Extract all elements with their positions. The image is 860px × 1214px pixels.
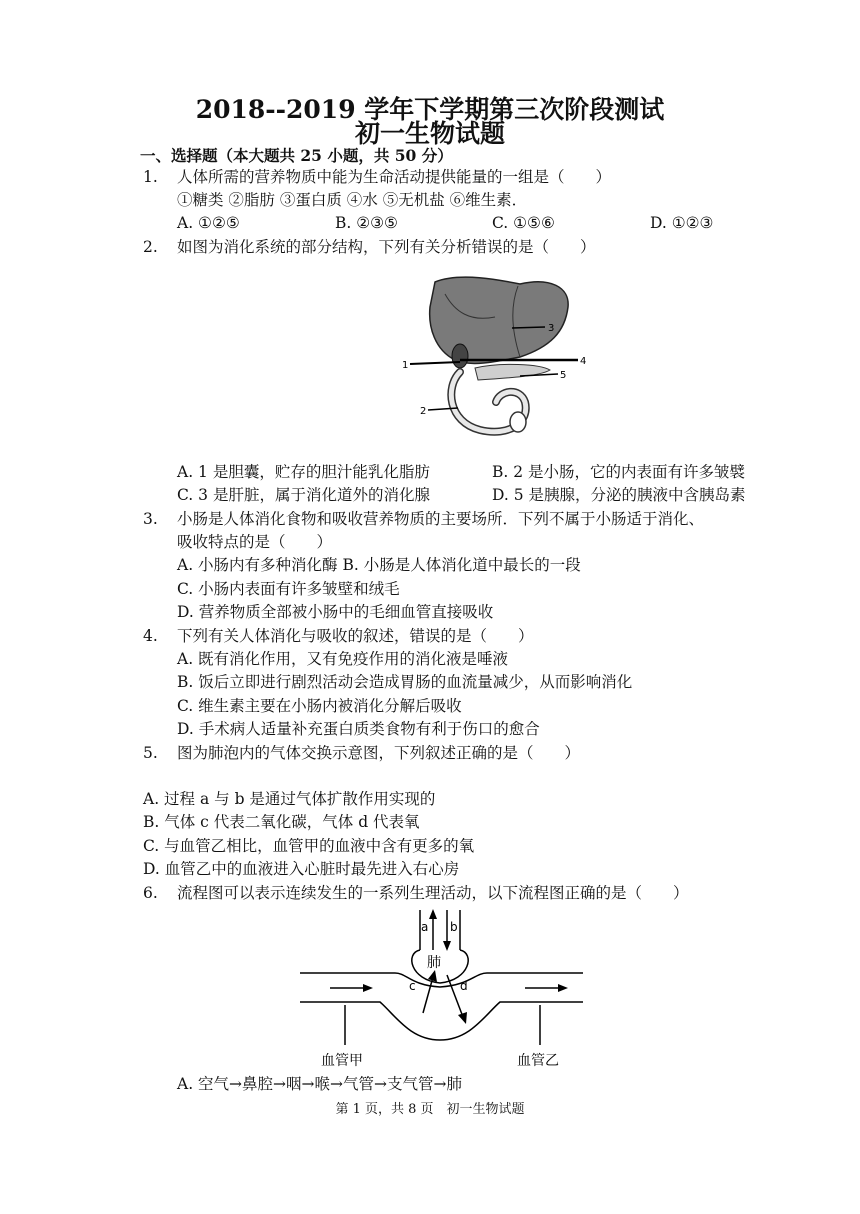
label-d: d xyxy=(460,979,468,993)
option-c: C. 维生素主要在小肠内被消化分解后吸收 xyxy=(177,697,462,715)
label-3: 3 xyxy=(548,323,555,334)
option-c: C. 3 是肝脏，属于消化道外的消化腺 xyxy=(177,486,430,504)
page-subtitle: 初一生物试题 xyxy=(354,119,505,148)
option-a: A. 过程 a 与 b 是通过气体扩散作用实现的 xyxy=(143,790,436,808)
question-subtext: ①糖类 ②脂肪 ③蛋白质 ④水 ⑤无机盐 ⑥维生素． xyxy=(177,191,528,209)
label-vessel-2: 血管乙 xyxy=(517,1053,559,1069)
option-d: D. 营养物质全部被小肠中的毛细血管直接吸收 xyxy=(177,603,494,621)
option-d: D. 手术病人适量补充蛋白质类食物有利于伤口的愈合 xyxy=(177,720,540,738)
option-b: B. ②③⑤ xyxy=(335,214,398,232)
page-title: 2018--2019 学年下学期第三次阶段测试 xyxy=(195,95,665,124)
page-footer: 第 1 页，共 8 页 初一生物试题 xyxy=(335,1102,525,1117)
label-4: 4 xyxy=(580,356,587,367)
label-1: 1 xyxy=(402,360,409,371)
question-number: 6. xyxy=(143,884,158,902)
question-number: 3. xyxy=(143,510,158,528)
question-stem: 人体所需的营养物质中能为生命活动提供能量的一组是（ ） xyxy=(177,168,612,186)
option-b: B. 2 是小肠，它的内表面有许多皱襞 xyxy=(492,463,746,481)
option-c: C. 与血管乙相比，血管甲的血液中含有更多的氧 xyxy=(143,837,475,855)
alveolus-gas-exchange-figure xyxy=(295,905,590,1075)
question-stem: 小肠是人体消化食物和吸收营养物质的主要场所．下列不属于小肠适于消化、 xyxy=(177,510,705,528)
option-a: A. ①②⑤ xyxy=(177,214,240,232)
option-a: A. 小肠内有多种消化酶 B. 小肠是人体消化道中最长的一段 xyxy=(177,556,581,574)
option-a: A. 空气→鼻腔→咽→喉→气管→支气管→肺 xyxy=(177,1075,462,1093)
question-number: 5. xyxy=(143,744,158,762)
option-b: B. 饭后立即进行剧烈活动会造成胃肠的血流量减少，从而影响消化 xyxy=(177,673,633,691)
label-vessel-1: 血管甲 xyxy=(321,1053,363,1069)
digestive-system-figure xyxy=(400,272,590,442)
option-d: D. ①②③ xyxy=(650,214,714,232)
option-c: C. 小肠内表面有许多皱壁和绒毛 xyxy=(177,580,400,598)
question-stem-cont: 吸收特点的是（ ） xyxy=(177,533,333,551)
question-number: 1. xyxy=(143,168,158,186)
question-stem: 图为肺泡内的气体交换示意图，下列叙述正确的是（ ） xyxy=(177,744,581,762)
option-c: C. ①⑤⑥ xyxy=(492,214,555,232)
question-number: 4. xyxy=(143,627,158,645)
option-d: D. 血管乙中的血液进入心脏时最先进入右心房 xyxy=(143,860,460,878)
label-5: 5 xyxy=(560,370,567,381)
label-2: 2 xyxy=(420,406,427,417)
option-b: B. 气体 c 代表二氧化碳，气体 d 代表氧 xyxy=(143,813,420,831)
option-d: D. 5 是胰腺，分泌的胰液中含胰岛素 xyxy=(492,486,746,504)
label-a: a xyxy=(421,920,429,934)
section-heading: 一、选择题（本大题共 25 小题，共 50 分） xyxy=(140,146,453,165)
question-number: 2. xyxy=(143,238,158,256)
question-stem: 流程图可以表示连续发生的一系列生理活动，以下流程图正确的是（ ） xyxy=(177,884,689,902)
label-c: c xyxy=(409,979,416,993)
option-a: A. 1 是胆囊，贮存的胆汁能乳化脂肪 xyxy=(177,463,430,481)
question-stem: 下列有关人体消化与吸收的叙述，错误的是（ ） xyxy=(177,627,534,645)
option-a: A. 既有消化作用，又有免疫作用的消化液是唾液 xyxy=(177,650,509,668)
question-stem: 如图为消化系统的部分结构，下列有关分析错误的是（ ） xyxy=(177,238,596,256)
label-lung: 肺 xyxy=(427,955,441,971)
label-b: b xyxy=(450,920,458,934)
